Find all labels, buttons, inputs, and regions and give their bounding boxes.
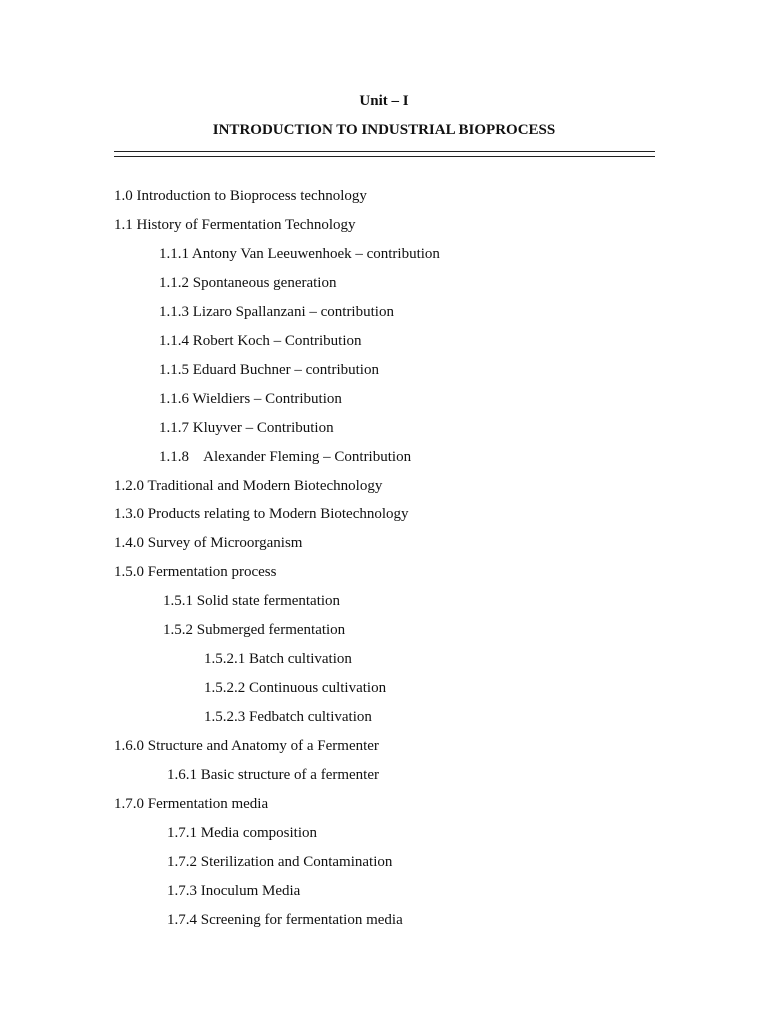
toc-item: 1.1.8 Alexander Fleming – Contribution (159, 449, 412, 465)
toc-item: 1.4.0 Survey of Microorganism (114, 535, 303, 551)
toc-item: 1.5.1 Solid state fermentation (163, 593, 341, 609)
toc-item: 1.1.1 Antony Van Leeuwenhoek – contribution (159, 246, 440, 262)
toc-item: 1.5.2.1 Batch cultivation (204, 651, 352, 667)
toc-item: 1.1.5 Eduard Buchner – contribution (159, 362, 379, 378)
toc-item: 1.5.2.2 Continuous cultivation (204, 680, 387, 696)
double-rule-top (114, 151, 655, 152)
toc-item: 1.7.2 Sterilization and Contamination (167, 854, 393, 870)
toc-item: 1.5.2.3 Fedbatch cultivation (204, 709, 372, 725)
toc-item: 1.7.3 Inoculum Media (167, 883, 301, 899)
toc-item: 1.1 History of Fermentation Technology (114, 217, 356, 233)
toc-item: 1.6.1 Basic structure of a fermenter (167, 767, 379, 783)
toc-item: 1.1.4 Robert Koch – Contribution (159, 333, 362, 349)
toc-item: 1.1.6 Wieldiers – Contribution (159, 391, 342, 407)
toc-item: 1.1.3 Lizaro Spallanzani – contribution (159, 304, 394, 320)
toc-item: 1.0 Introduction to Bioprocess technology (114, 188, 367, 204)
toc-item: 1.5.2 Submerged fermentation (163, 622, 346, 638)
toc-item: 1.1.2 Spontaneous generation (159, 275, 337, 291)
toc-item: 1.5.0 Fermentation process (114, 564, 277, 580)
toc-item: 1.7.1 Media composition (167, 825, 317, 841)
toc-item: 1.1.7 Kluyver – Contribution (159, 420, 334, 436)
toc-item: 1.2.0 Traditional and Modern Biotechnology (114, 478, 383, 494)
double-rule-bottom (114, 156, 655, 157)
toc-item: 1.3.0 Products relating to Modern Biotechnology (114, 506, 409, 522)
unit-heading: Unit – I (359, 93, 409, 109)
toc-item: 1.7.4 Screening for fermentation media (167, 912, 403, 928)
unit-title: INTRODUCTION TO INDUSTRIAL BIOPROCESS (212, 122, 556, 138)
toc-item: 1.7.0 Fermentation media (114, 796, 269, 812)
toc-item: 1.6.0 Structure and Anatomy of a Fermenter (114, 738, 379, 754)
